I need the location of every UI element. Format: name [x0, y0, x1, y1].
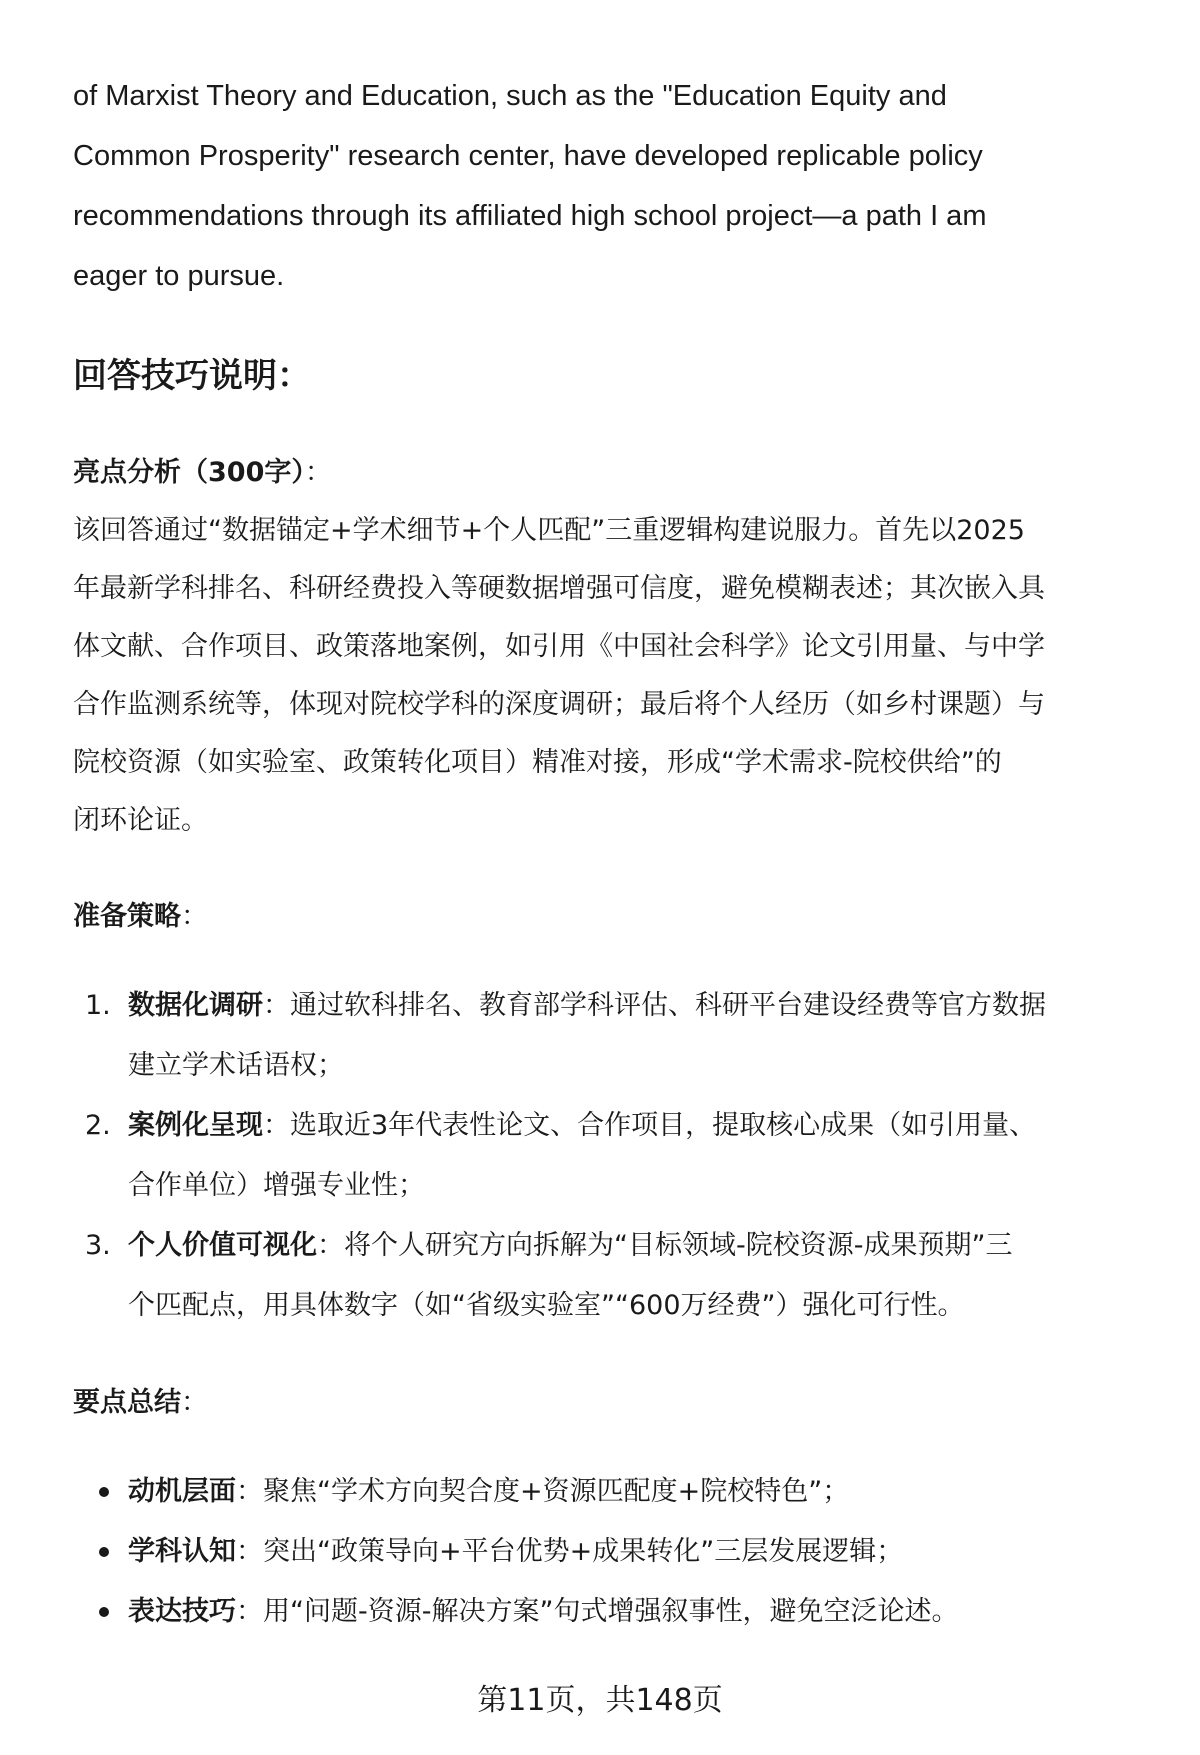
item-text: ：聚焦“学术方向契合度+资源匹配度+院校特色”； [236, 1476, 850, 1507]
highlight-line: 该回答通过“数据锚定+学术细节+个人匹配”三重逻辑构建说服力。首先以2025 [73, 515, 1025, 546]
strategy-item [73, 1096, 1143, 1216]
item-title: 动机层面 [128, 1476, 236, 1507]
strategy-title: 准备策略 [73, 901, 181, 932]
section-title: 回答技巧说明： [73, 356, 311, 396]
item-title: 表达技巧 [128, 1596, 236, 1627]
page-content [73, 66, 1143, 1642]
highlight-line: 年最新学科排名、科研经费投入等硬数据增强可信度，避免模糊表述；其次嵌入具 [73, 573, 1045, 604]
strategy-heading [73, 888, 1143, 946]
strategy-item [73, 976, 1143, 1096]
highlight-paragraph [73, 502, 1143, 850]
bullet-icon [99, 1607, 109, 1617]
item-title: 学科认知 [128, 1536, 236, 1567]
intro-line: Common Prosperity" research center, have developed replicable policy [73, 140, 983, 172]
intro-line: of Marxist Theory and Education, such as the "Education Equity and [73, 80, 947, 112]
item-title: 个人价值可视化 [128, 1230, 317, 1261]
strategy-list [73, 976, 1143, 1336]
bullet-icon [99, 1487, 109, 1497]
intro-line: recommendations through its affiliated high school project—a path I am [73, 200, 987, 232]
bullet-icon [99, 1547, 109, 1557]
item-text: 建立学术话语权； [128, 1050, 344, 1081]
highlight-line: 体文献、合作项目、政策落地案例，如引用《中国社会科学》论文引用量、与中学 [73, 631, 1045, 662]
highlight-line: 闭环论证。 [73, 805, 208, 836]
highlight-line: 院校资源（如实验室、政策转化项目）精准对接，形成“学术需求-院校供给”的 [73, 747, 1002, 778]
summary-list [73, 1462, 1143, 1642]
highlight-heading [73, 444, 1143, 502]
item-text: 个匹配点，用具体数字（如“省级实验室”“600万经费”）强化可行性。 [128, 1290, 965, 1321]
intro-paragraph [73, 66, 1143, 306]
item-text: ：将个人研究方向拆解为“目标领域-院校资源-成果预期”三 [317, 1230, 1013, 1261]
summary-colon: ： [181, 1387, 208, 1418]
summary-title: 要点总结 [73, 1387, 181, 1418]
summary-item [73, 1462, 1143, 1522]
item-text: ：用“问题-资源-解决方案”句式增强叙事性，避免空泛论述。 [236, 1596, 959, 1627]
summary-item [73, 1522, 1143, 1582]
item-text: ：通过软科排名、教育部学科评估、科研平台建设经费等官方数据 [263, 990, 1046, 1021]
highlight-line: 合作监测系统等，体现对院校学科的深度调研；最后将个人经历（如乡村课题）与 [73, 689, 1045, 720]
item-title: 案例化呈现 [128, 1110, 263, 1141]
strategy-colon: ： [181, 901, 208, 932]
intro-line: eager to pursue. [73, 260, 285, 292]
item-title: 数据化调研 [128, 990, 263, 1021]
highlight-colon: ： [304, 457, 332, 488]
page-number: 第11页，共148页 [477, 1683, 723, 1718]
item-number: 2. [85, 1110, 111, 1141]
item-text: ：选取近3年代表性论文、合作项目，提取核心成果（如引用量、 [263, 1110, 1037, 1141]
summary-heading [73, 1374, 1143, 1432]
item-text: ：突出“政策导向+平台优势+成果转化”三层发展逻辑； [236, 1536, 904, 1567]
summary-item [73, 1582, 1143, 1642]
strategy-item [73, 1216, 1143, 1336]
highlight-title: 亮点分析（300字） [73, 457, 305, 488]
item-text: 合作单位）增强专业性； [128, 1170, 425, 1201]
item-number: 3. [85, 1230, 111, 1261]
item-number: 1. [85, 990, 111, 1021]
